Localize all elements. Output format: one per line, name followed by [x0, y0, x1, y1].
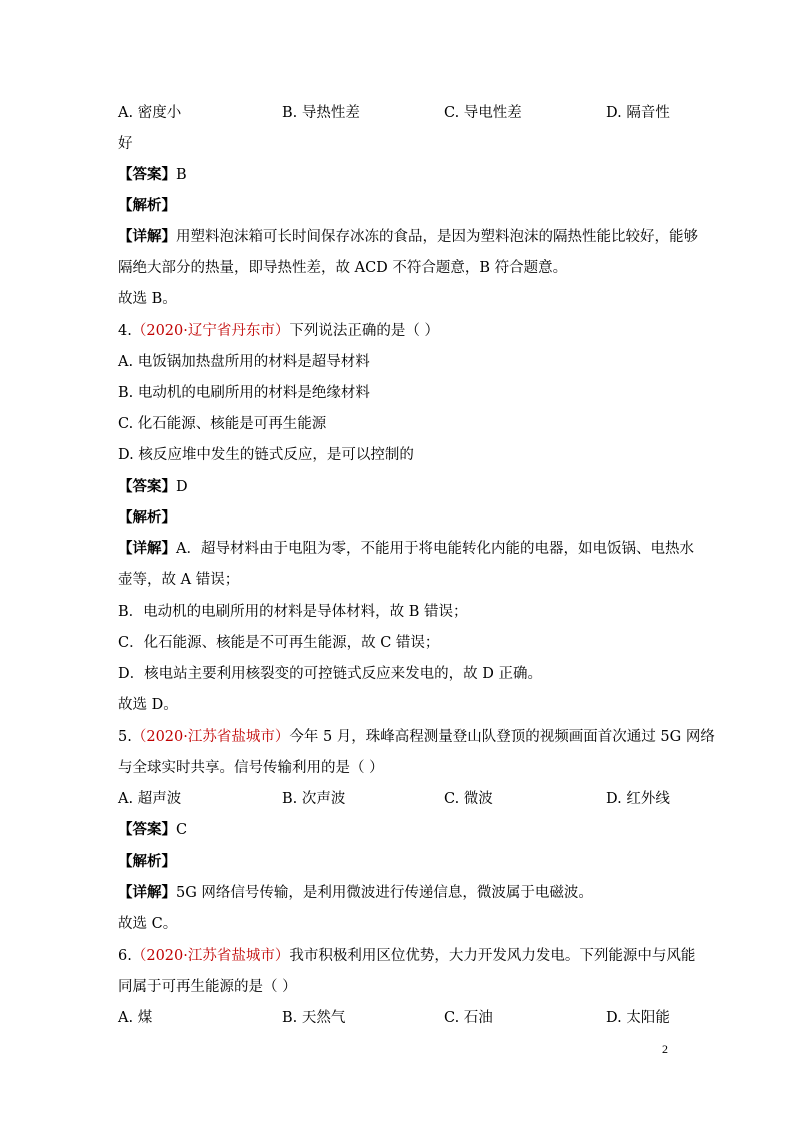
q6-option-d: D. 太阳能: [606, 1010, 670, 1026]
answer-value: D: [176, 479, 188, 495]
q4-detail: [118, 539, 694, 559]
q3-option-b: B. 导热性差: [282, 105, 360, 121]
q4-detail-line: D．核电站主要利用核裂变的可控链式反应来发电的，故 D 正确。: [118, 666, 542, 682]
q5-analysis-label: 【解析】: [118, 853, 176, 870]
detail-label: 【详解】: [118, 884, 176, 901]
q6-option-a: A. 煤: [118, 1010, 153, 1026]
q5-option-b: B. 次声波: [282, 791, 346, 807]
q4-conclusion: 故选 D。: [118, 697, 178, 713]
detail-text: 用塑料泡沫箱可长时间保存冰冻的食品，是因为塑料泡沫的隔热性能比较好，能够: [176, 229, 698, 245]
q5-option-a: A. 超声波: [118, 791, 182, 807]
answer-label: 【答案】: [118, 478, 176, 495]
q4-answer: [118, 477, 676, 497]
question-number: 6.: [118, 948, 132, 964]
q3-option-c: C. 导电性差: [444, 105, 522, 121]
q4-option-d: D. 核反应堆中发生的链式反应，是可以控制的: [118, 447, 414, 463]
question-source: （2020·江苏省盐城市）: [131, 948, 290, 964]
answer-label: 【答案】: [118, 821, 176, 838]
q3-detail-line2: 隔绝大部分的热量，即导热性差，故 ACD 不符合题意，B 符合题意。: [118, 260, 568, 276]
q3-option-d: D. 隔音性: [606, 105, 670, 121]
q3-detail: [118, 227, 698, 247]
question-source: （2020·辽宁省丹东市）: [131, 323, 290, 339]
question-number: 4.: [118, 323, 132, 339]
detail-text: A．超导材料由于电阻为零，不能用于将电能转化内能的电器，如电饭锅、电热水: [176, 541, 694, 557]
q4-analysis-label: 【解析】: [118, 509, 176, 526]
q5-stem-line2: 与全球实时共享。信号传输利用的是（ ）: [118, 760, 384, 776]
q6-option-c: C. 石油: [444, 1010, 493, 1026]
answer-value: B: [176, 167, 187, 183]
answer-label: 【答案】: [118, 166, 176, 183]
q5-option-d: D. 红外线: [606, 791, 670, 807]
q4-option-c: C. 化石能源、核能是可再生能源: [118, 416, 327, 432]
q5-detail: [118, 883, 676, 903]
q5-stem: [118, 727, 715, 747]
q4-option-a: A. 电饭锅加热盘所用的材料是超导材料: [118, 354, 370, 370]
detail-label: 【详解】: [118, 540, 176, 557]
q4-detail-line: 壶等，故 A 错误；: [118, 572, 240, 588]
q5-option-c: C. 微波: [444, 791, 493, 807]
q5-answer: [118, 820, 676, 840]
detail-label: 【详解】: [118, 228, 176, 245]
q4-detail-line: B．电动机的电刷所用的材料是导体材料，故 B 错误；: [118, 604, 468, 620]
detail-text: 5G 网络信号传输，是利用微波进行传递信息，微波属于电磁波。: [176, 885, 593, 901]
q4-option-b: B. 电动机的电刷所用的材料是绝缘材料: [118, 385, 370, 401]
q3-option-wrap: 好: [118, 136, 133, 152]
question-number: 5.: [118, 729, 132, 745]
question-text: 我市积极利用区位优势，大力开发风力发电。下列能源中与风能: [289, 948, 696, 964]
q6-stem-line2: 同属于可再生能源的是（ ）: [118, 979, 297, 995]
q3-conclusion: 故选 B。: [118, 291, 177, 307]
question-source: （2020·江苏省盐城市）: [131, 729, 290, 745]
q6-stem: [118, 946, 696, 966]
page-number: 2: [662, 1042, 668, 1056]
q3-analysis-label: 【解析】: [118, 197, 176, 214]
q6-option-b: B. 天然气: [282, 1010, 346, 1026]
q5-conclusion: 故选 C。: [118, 916, 178, 932]
q4-stem: [118, 321, 676, 341]
q3-answer: [118, 165, 676, 185]
q4-detail-line: C．化石能源、核能是不可再生能源，故 C 错误；: [118, 635, 440, 651]
answer-value: C: [176, 822, 188, 838]
question-text: 下列说法正确的是（ ）: [289, 323, 439, 339]
question-text: 今年 5 月，珠峰高程测量登山队登顶的视频画面首次通过 5G 网络: [289, 729, 715, 745]
q3-option-a: A. 密度小: [118, 105, 182, 121]
